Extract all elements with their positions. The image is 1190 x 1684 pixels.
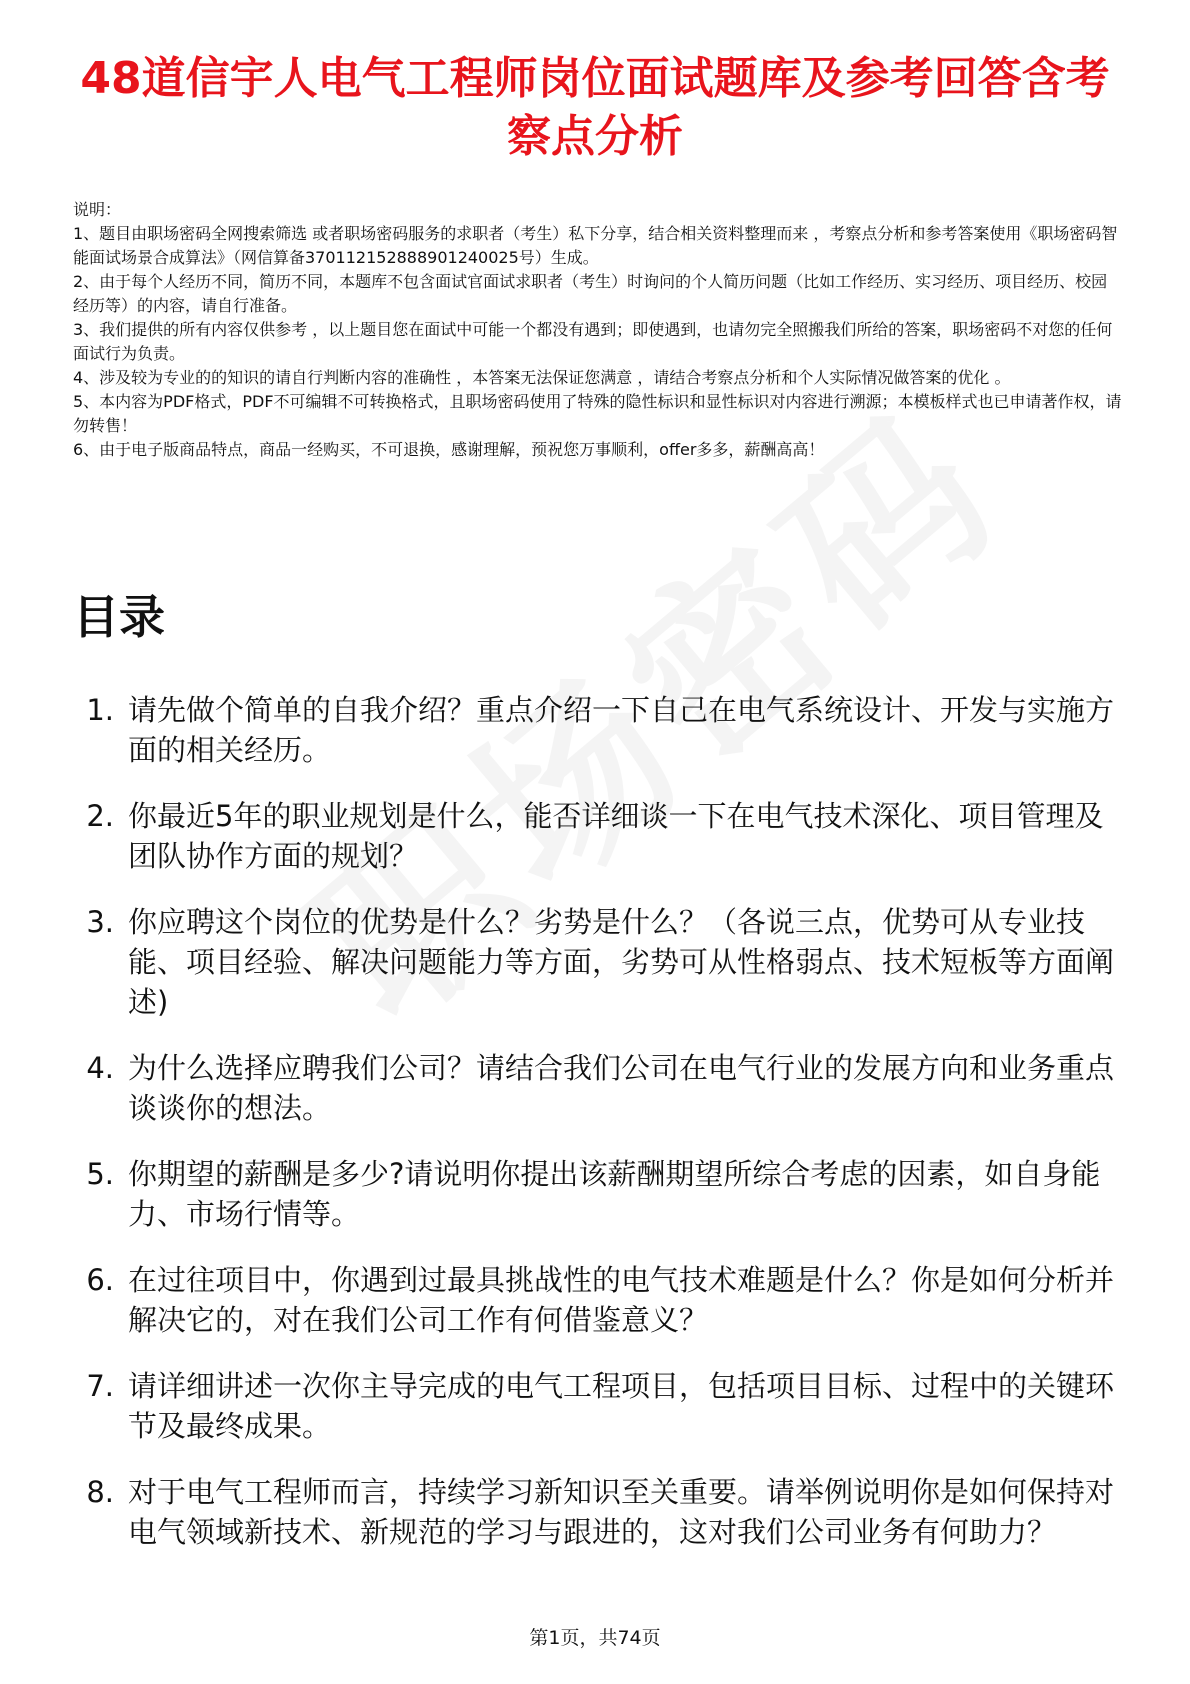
note-item: 1、题目由职场密码全网搜索筛选 或者职场密码服务的求职者（考生）私下分享，结合相关资料整理而来 ，考察点分析和参考答案使用《职场密码智能面试场景合成算法》（网信算备370112152888901240025号）生成。	[73, 224, 1118, 267]
notes-heading: 说明：	[73, 200, 122, 219]
toc-item-text: 为什么选择应聘我们公司？请结合我们公司在电气行业的发展方向和业务重点谈谈你的想法。	[128, 1051, 1115, 1125]
note-item: 4、涉及较为专业的的知识的请自行判断内容的准确性 ，本答案无法保证您满意 ，请结合考察点分析和个人实际情况做答案的优化 。	[73, 368, 1011, 387]
notes-section	[73, 198, 1123, 462]
note-item: 6、由于电子版商品特点，商品一经购买，不可退换，感谢理解，预祝您万事顺利，offer多多，薪酬高高！	[73, 440, 825, 459]
toc-item-text: 在过往项目中，你遇到过最具挑战性的电气技术难题是什么？你是如何分析并解决它的，对在我们公司工作有何借鉴意义？	[128, 1263, 1115, 1337]
toc-item-text: 你期望的薪酬是多少?请说明你提出该薪酬期望所综合考虑的因素，如自身能力、市场行情等。	[128, 1157, 1101, 1231]
toc-item-number: 4.	[86, 1051, 114, 1085]
toc-item[interactable]	[73, 1260, 1118, 1340]
toc-item-text: 请详细讲述一次你主导完成的电气工程项目，包括项目目标、过程中的关键环节及最终成果。	[128, 1369, 1115, 1443]
toc-item[interactable]	[73, 690, 1118, 770]
toc-item[interactable]	[73, 796, 1118, 876]
toc-item-number: 6.	[86, 1263, 114, 1297]
toc-item[interactable]	[73, 1154, 1118, 1234]
toc-item-text: 对于电气工程师而言，持续学习新知识至关重要。请举例说明你是如何保持对电气领域新技术、新规范的学习与跟进的，这对我们公司业务有何助力？	[128, 1475, 1115, 1549]
toc-item[interactable]	[73, 1048, 1118, 1128]
toc-item-text: 你应聘这个岗位的优势是什么？劣势是什么？（各说三点，优势可从专业技能、项目经验、解决问题能力等方面，劣势可从性格弱点、技术短板等方面阐述)	[128, 905, 1115, 1019]
toc-heading: 目录	[73, 590, 165, 644]
toc-item[interactable]	[73, 902, 1118, 1022]
note-item: 3、我们提供的所有内容仅供参考 ，以上题目您在面试中可能一个都没有遇到；即使遇到，也请勿完全照搬我们所给的答案，职场密码不对您的任何面试行为负责。	[73, 320, 1113, 363]
page-footer: 第1页，共74页	[529, 1627, 661, 1649]
note-item: 5、本内容为PDF格式，PDF不可编辑不可转换格式，且职场密码使用了特殊的隐性标识和显性标识对内容进行溯源；本模板样式也已申请著作权，请勿转售！	[73, 392, 1122, 435]
toc-item-number: 8.	[86, 1475, 114, 1509]
note-item: 2、由于每个人经历不同，简历不同，本题库不包含面试官面试求职者（考生）时询问的个人简历问题（比如工作经历、实习经历、项目经历、校园经历等）的内容，请自行准备。	[73, 272, 1108, 315]
toc-item-number: 2.	[86, 799, 114, 833]
toc-item-number: 7.	[86, 1369, 114, 1403]
toc-item-text: 请先做个简单的自我介绍？重点介绍一下自己在电气系统设计、开发与实施方面的相关经历。	[128, 693, 1115, 767]
document-title: 48道信宇人电气工程师岗位面试题库及参考回答含考察点分析	[80, 53, 1110, 162]
toc-item-number: 5.	[86, 1157, 114, 1191]
toc-item[interactable]	[73, 1472, 1118, 1552]
toc-item-text: 你最近5年的职业规划是什么，能否详细谈一下在电气技术深化、项目管理及团队协作方面的规划？	[128, 799, 1104, 873]
toc-item-number: 3.	[86, 905, 114, 939]
toc-item-number: 1.	[86, 693, 114, 727]
toc-item[interactable]	[73, 1366, 1118, 1446]
toc-list	[73, 690, 1118, 1578]
